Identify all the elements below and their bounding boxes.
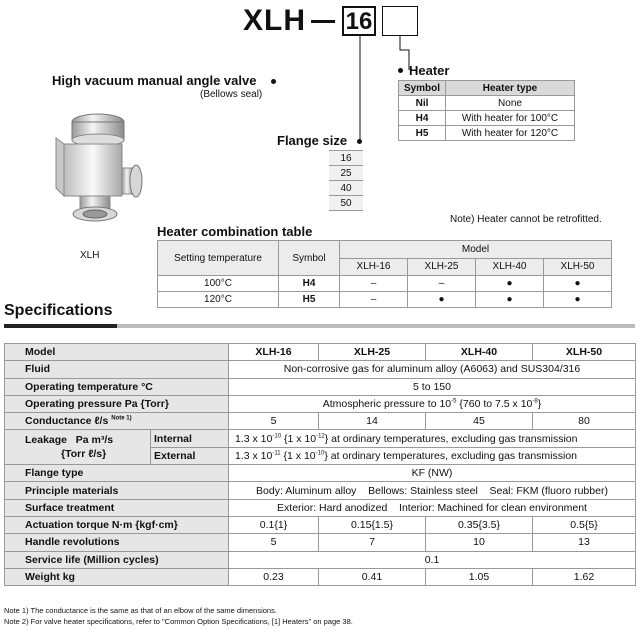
- combination-temp: 120°C: [158, 292, 279, 308]
- spec-value: Atmospheric pressure to $10^{-5}$ {760 to 7.5 x $10^{-8}$}: [229, 395, 636, 412]
- heater-title: Heater: [409, 63, 450, 78]
- product-title: High vacuum manual angle valve: [52, 73, 257, 88]
- specifications-title: Specifications: [4, 302, 113, 319]
- spec-value: 0.35{3.5}: [426, 516, 533, 533]
- flange-size-table: [329, 150, 363, 211]
- heater-symbol: H4: [399, 111, 446, 126]
- footnote: Note 2) For valve heater specifications, refer to "Common Option Specifications, [1] Heaters" on page 38.: [4, 617, 353, 626]
- combination-cell: ●: [408, 292, 476, 308]
- spec-model: XLH-50: [533, 344, 636, 361]
- leader-dot: [398, 68, 403, 73]
- spec-label: Model: [5, 344, 229, 361]
- combination-cell: –: [340, 276, 408, 292]
- combination-cell: ●: [476, 292, 544, 308]
- spec-label: Flange type: [5, 465, 229, 482]
- flange-size-cell: 25: [329, 166, 363, 181]
- flange-size-cell: 50: [329, 196, 363, 211]
- footnotes: [4, 605, 353, 627]
- spec-model: XLH-40: [426, 344, 533, 361]
- spec-value: 5 to 150: [229, 378, 636, 395]
- spec-value: Non-corrosive gas for aluminum alloy (A6063) and SUS304/316: [229, 361, 636, 378]
- leader-dot: [271, 79, 276, 84]
- combination-cell: ●: [544, 276, 612, 292]
- specifications-table: [4, 343, 636, 586]
- heater-col-type: Heater type: [446, 81, 575, 96]
- spec-model: XLH-25: [319, 344, 426, 361]
- flange-size-title: Flange size: [277, 133, 348, 148]
- spec-value: 0.1{1}: [229, 516, 319, 533]
- heater-col-symbol: Symbol: [399, 81, 446, 96]
- spec-value: Body: Aluminum alloy Bellows: Stainless steel Seal: FKM (fluoro rubber): [229, 482, 636, 499]
- spec-model: XLH-16: [229, 344, 319, 361]
- combination-cell: –: [340, 292, 408, 308]
- spec-label: Operating temperature °C: [5, 378, 229, 395]
- spec-sublabel: External: [151, 447, 229, 464]
- spec-label: Surface treatment: [5, 499, 229, 516]
- spec-value: 7: [319, 534, 426, 551]
- spec-value: 0.15{1.5}: [319, 516, 426, 533]
- spec-label: Weight kg: [5, 568, 229, 585]
- combination-model: XLH-40: [476, 258, 544, 276]
- spec-value: 0.23: [229, 568, 319, 585]
- flange-size-cell: 16: [329, 151, 363, 166]
- size-code-box: 16: [342, 6, 376, 36]
- photo-caption: XLH: [80, 250, 100, 261]
- spec-label: Actuation torque N·m {kgf·cm}: [5, 516, 229, 533]
- leader-dot: [357, 139, 362, 144]
- combination-table: [157, 240, 612, 308]
- spec-value: KF (NW): [229, 465, 636, 482]
- heater-symbol: H5: [399, 126, 446, 141]
- spec-label: Handle revolutions: [5, 534, 229, 551]
- combination-symbol: H4: [279, 276, 340, 292]
- flange-size-cell: 40: [329, 181, 363, 196]
- spec-sublabel: Internal: [151, 430, 229, 447]
- combination-model: XLH-50: [544, 258, 612, 276]
- spec-label: Service life (Million cycles): [5, 551, 229, 568]
- footnote: Note 1) The conductance is the same as that of an elbow of the same dimensions.: [4, 606, 277, 615]
- spec-value: 0.1: [229, 551, 636, 568]
- heater-type: With heater for 100°C: [446, 111, 575, 126]
- spec-value: 1.62: [533, 568, 636, 585]
- spec-value: 80: [533, 413, 636, 430]
- spec-value: 13: [533, 534, 636, 551]
- combination-symbol: H5: [279, 292, 340, 308]
- combination-col-model: Model: [340, 241, 612, 259]
- heater-note: Note) Heater cannot be retrofitted.: [450, 214, 602, 225]
- spec-value: 45: [426, 413, 533, 430]
- spec-label: Conductance ℓ/s $^{Note 1)}$: [5, 413, 229, 430]
- spec-value: 1.3 x $10^{-11}$ {1 x $10^{-10}$} at ordinary temperatures, excluding gas transmission: [229, 447, 636, 464]
- combination-cell: ●: [544, 292, 612, 308]
- heater-symbol: Nil: [399, 96, 446, 111]
- section-rule-accent: [4, 324, 117, 328]
- spec-value: 5: [229, 413, 319, 430]
- model-code: XLH: [243, 4, 306, 37]
- spec-label: Leakage Pa m³/s {Torr ℓ/s}: [5, 430, 151, 465]
- combination-cell: –: [408, 276, 476, 292]
- combination-model: XLH-25: [408, 258, 476, 276]
- spec-value: 1.3 x $10^{-10}$ {1 x $10^{-12}$} at ordinary temperatures, excluding gas transmission: [229, 430, 636, 447]
- combination-col-symbol: Symbol: [279, 241, 340, 276]
- heater-type: None: [446, 96, 575, 111]
- spec-value: 0.5{5}: [533, 516, 636, 533]
- heater-type: With heater for 120°C: [446, 126, 575, 141]
- spec-value: 5: [229, 534, 319, 551]
- spec-value: 1.05: [426, 568, 533, 585]
- combination-cell: ●: [476, 276, 544, 292]
- combination-title: Heater combination table: [157, 224, 313, 239]
- spec-label: Operating pressure Pa {Torr}: [5, 395, 229, 412]
- spec-label: Fluid: [5, 361, 229, 378]
- product-subtitle: (Bellows seal): [200, 89, 263, 100]
- spec-value: 0.41: [319, 568, 426, 585]
- spec-value: 10: [426, 534, 533, 551]
- combination-temp: 100°C: [158, 276, 279, 292]
- spec-value: Exterior: Hard anodized Interior: Machined for clean environment: [229, 499, 636, 516]
- combination-model: XLH-16: [340, 258, 408, 276]
- spec-label: Principle materials: [5, 482, 229, 499]
- spec-value: 14: [319, 413, 426, 430]
- valve-illustration: [40, 108, 150, 243]
- heater-table: [398, 80, 575, 141]
- combination-col-temp: Setting temperature: [158, 241, 279, 276]
